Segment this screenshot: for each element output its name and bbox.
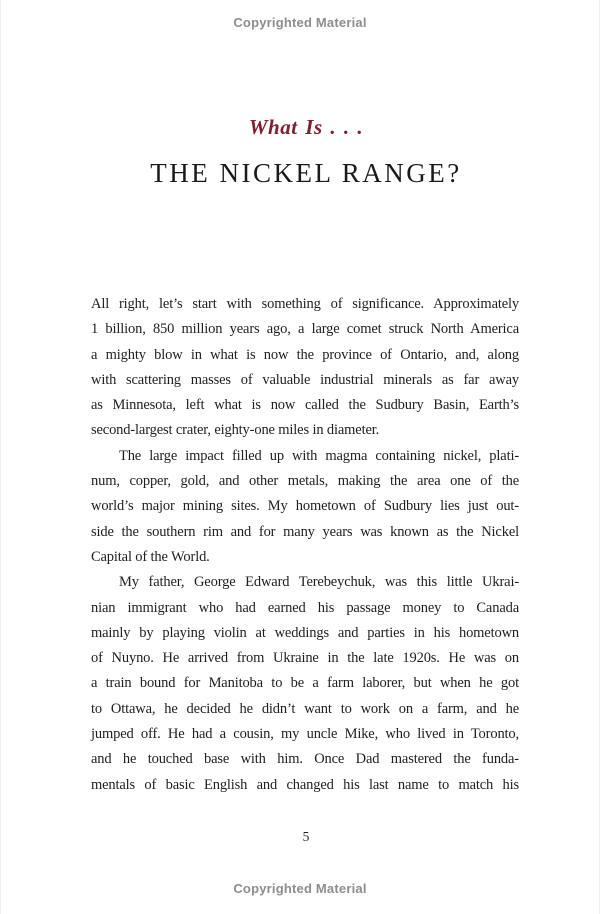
text-line: side the southern rim and for many years was known as the Nickel <box>91 523 519 540</box>
text-line: num, copper, gold, and other metals, making the area one of the <box>91 473 519 490</box>
text-line: My father, George Edward Terebeychuk, was this little Ukrai- <box>119 574 519 591</box>
text-line: second-largest crater, eighty-one miles in diameter. <box>91 422 380 439</box>
text-line: The large impact filled up with magma containing nickel, plati- <box>119 447 519 464</box>
paragraph <box>91 292 519 444</box>
text-line: a mighty blow in what is now the province of Ontario, and, along <box>91 346 519 363</box>
text-line: with scattering masses of valuable industrial minerals as far away <box>91 371 519 388</box>
text-line: jumped off. He had a cousin, my uncle Mike, who lived in Toronto, <box>91 726 519 743</box>
copyright-notice-top: Copyrighted Material <box>233 15 367 30</box>
chapter-title: THE NICKEL RANGE? <box>150 158 462 188</box>
text-line: All right, let’s start with something of significance. Approximately <box>91 296 519 312</box>
text-line: of Nuyno. He arrived from Ukraine in the late 1920s. He was on <box>91 650 519 667</box>
text-line: world’s major mining sites. My hometown of Sudbury lies just out- <box>91 498 519 515</box>
text-line: mentals of basic English and changed his last name to match his <box>91 776 519 793</box>
paragraph <box>91 444 519 570</box>
text-line: as Minnesota, left what is now called the Sudbury Basin, Earth’s <box>91 397 519 414</box>
paragraph <box>91 570 519 798</box>
text-line: and he touched base with him. Once Dad mastered the funda- <box>91 751 519 768</box>
text-line: a train bound for Manitoba to be a farm laborer, but when he got <box>91 675 519 692</box>
text-line: mainly by playing violin at weddings and parties in his hometown <box>91 624 519 641</box>
body-text <box>91 292 519 798</box>
text-line: 1 billion, 850 million years ago, a large comet struck North America <box>91 321 519 338</box>
text-line: nian immigrant who had earned his passage money to Canada <box>91 599 519 616</box>
page-number: 5 <box>302 829 310 844</box>
text-line: to Ottawa, he decided he didn’t want to work on a farm, and he <box>91 700 519 717</box>
chapter-kicker: What Is . . . <box>248 115 364 139</box>
copyright-notice-bottom: Copyrighted Material <box>233 881 367 896</box>
text-line: Capital of the World. <box>91 548 210 565</box>
